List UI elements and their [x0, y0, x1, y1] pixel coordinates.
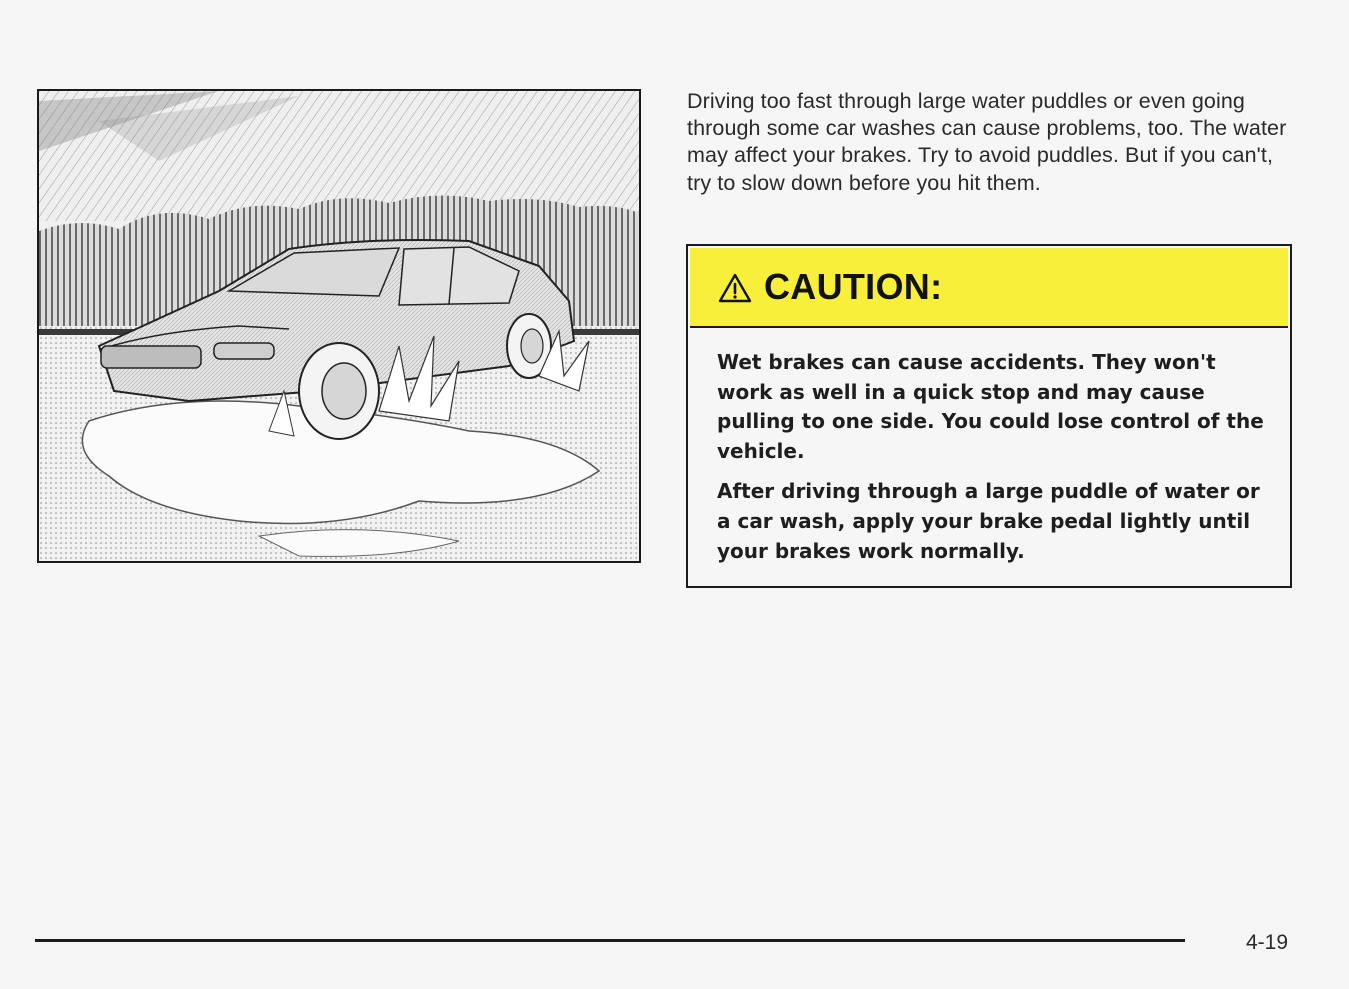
- caution-box: [686, 244, 1292, 588]
- caution-header: [690, 248, 1288, 328]
- caution-title: CAUTION:: [764, 266, 943, 307]
- intro-paragraph: Driving too fast through large water puddles or even going through some car washes can cause problems, too. The water may affect your brakes. Try to avoid puddles. But if you can't, try to slow down before you hit them.: [687, 89, 1287, 195]
- caution-paragraph: After driving through a large puddle of water or a car wash, apply your brake pedal lightly until your brakes work normally.: [717, 479, 1260, 563]
- page-number: 4-19: [1246, 931, 1289, 954]
- caution-paragraph: Wet brakes can cause accidents. They won't work as well in a quick stop and may cause pulling to one side. You could lose control of the vehicle.: [717, 350, 1264, 463]
- caution-body: [717, 348, 1265, 577]
- car-puddle-drawing: [39, 91, 639, 561]
- footer-rule: [35, 939, 1185, 942]
- car-puddle-illustration: [37, 89, 641, 563]
- warning-triangle-icon: [718, 273, 752, 303]
